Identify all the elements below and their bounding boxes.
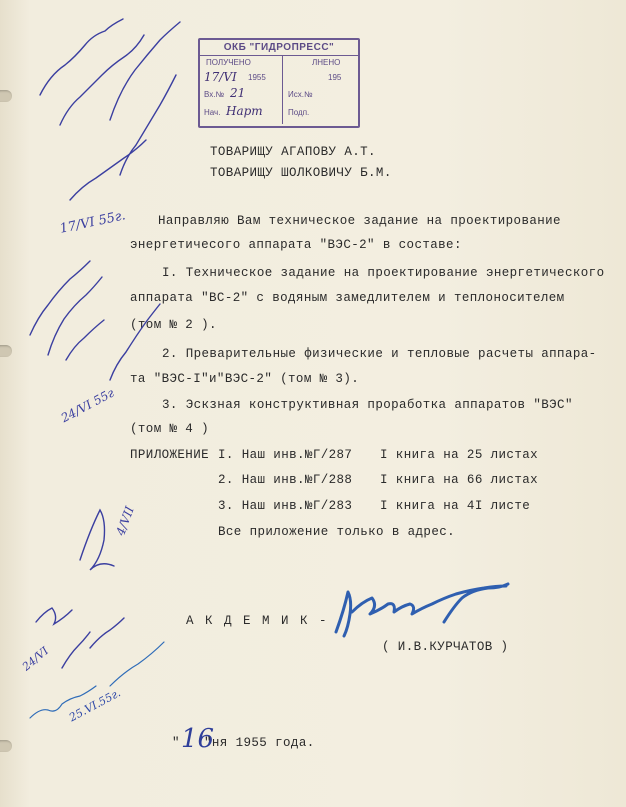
stamp-received-date: 17/VI (204, 70, 237, 84)
attachment-number: 3. Наш инв.№Г/283 (218, 499, 353, 513)
attachment-number: I. Наш инв.№Г/287 (218, 448, 353, 462)
handwritten-scribble (30, 261, 90, 335)
list-item-line: (том № 2 ). (130, 318, 217, 332)
stamp-sent-year: 195 (328, 73, 342, 82)
stamp-in-no-label: Вх.№ (204, 90, 225, 99)
handwritten-scribble (80, 510, 114, 570)
stamp-received-year: 1955 (248, 73, 266, 82)
handwritten-scribble (110, 22, 180, 120)
list-item-line: 2. Преварительные физические и тепловые расчеты аппара- (162, 347, 597, 361)
list-item-line: I. Техническое задание на проектирование энергетического (162, 266, 605, 280)
handwritten-date-note: 24/VI 55г (58, 385, 117, 426)
stamp-sent-label: ЛНЕНО (312, 58, 341, 67)
handwritten-scribble (40, 19, 123, 95)
signature (336, 584, 508, 636)
addressee-line: ТОВАРИЩУ АГАПОВУ А.Т. (210, 145, 376, 159)
handwritten-scribble (110, 304, 160, 380)
attachment-label: ПРИЛОЖЕНИЕ (130, 448, 210, 462)
attachment-description: I книга на 25 листах (380, 448, 539, 462)
list-item-line: та "ВЭС-I"и"ВЭС-2" (том № 3). (130, 372, 360, 386)
list-item-line: (том № 4 ) (130, 422, 210, 436)
signer-title: А К Д Е М И К - (186, 614, 329, 628)
date-day-handwritten: 16 (181, 724, 215, 754)
body-text-line: энергетичесого аппарата "ВЭС-2" в составе: (130, 238, 462, 252)
stamp-sign-label: Подп. (288, 108, 310, 117)
stamp-header: ОКБ "ГИДРОПРЕСС" (223, 42, 335, 53)
handwritten-date-note: 25.VI.55г. (66, 686, 123, 725)
stamp-received-label: ПОЛУЧЕНО (206, 58, 251, 67)
handwritten-date-note: 4/VII (113, 504, 137, 538)
signer-name: ( И.В.КУРЧАТОВ ) (382, 640, 509, 654)
date-prefix: " (172, 736, 180, 750)
attachment-note: Все приложение только в адрес. (218, 525, 456, 539)
handwritten-scribble (62, 632, 90, 668)
body-text-line: Направляю Вам техническое задание на проектирование (158, 214, 561, 228)
attachment-number: 2. Наш инв.№Г/288 (218, 473, 353, 487)
stamp-dept-label: Нач. (204, 108, 221, 117)
list-item-line: аппарата "ВС-2" с водяным замедлителем и теплоносителем (130, 291, 565, 305)
addressee-line: ТОВАРИЩУ ШОЛКОВИЧУ Б.М. (210, 166, 392, 180)
attachment-description: I книга на 66 листах (380, 473, 539, 487)
handwritten-scribble (90, 618, 124, 648)
handwritten-scribble (36, 608, 72, 624)
handwritten-scribble (60, 35, 144, 125)
stamp-in-no-value: 21 (230, 86, 246, 100)
handwritten-scribble (48, 277, 102, 355)
stamp-dept-value: Нарт (226, 104, 263, 118)
handwritten-scribble (30, 686, 96, 718)
handwritten-date-note: 24/VI (19, 644, 52, 674)
handwritten-scribble (66, 320, 104, 360)
handwritten-scribble (70, 140, 146, 200)
attachment-description: I книга на 4I листе (380, 499, 531, 513)
list-item-line: 3. Эскзная конструктивная проработка аппаратов "ВЭС" (162, 398, 573, 412)
handwritten-scribble (110, 642, 164, 686)
handwritten-date-note: 17/VI 55г. (58, 208, 127, 237)
stamp-out-no-label: Исх.№ (288, 90, 313, 99)
date-line: "ня 1955 года. (204, 736, 315, 750)
handwritten-scribble (120, 75, 176, 175)
